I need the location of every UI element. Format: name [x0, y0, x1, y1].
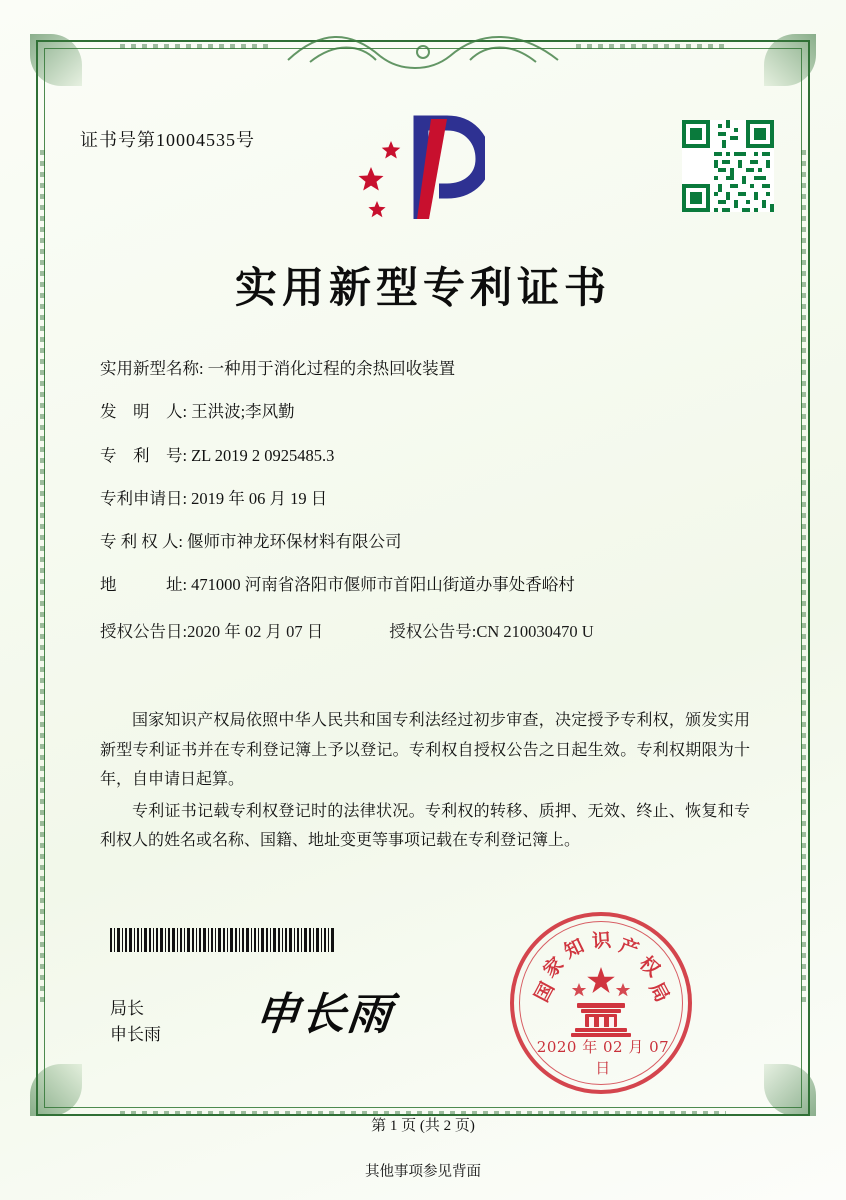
seal-char-6: 局 — [645, 978, 674, 1006]
corner-ornament-bottom-right — [746, 1046, 816, 1116]
grant-date-value: 2020 年 02 月 07 日 — [187, 621, 324, 641]
barcode — [110, 928, 336, 952]
field-value: 王洪波;李风勤 — [191, 402, 295, 422]
top-center-ornament — [280, 30, 566, 64]
field-grant-row — [100, 618, 750, 642]
field-label: 专 利 权 人: — [100, 532, 183, 552]
seal-char-2: 知 — [560, 934, 588, 963]
body-paragraph-2: 专利证书记载专利权登记时的法律状况。专利权的转移、质押、无效、终止、恢复和专利权人的姓名或名称、国籍、地址变更等事项记载在专利登记簿上。 — [100, 802, 750, 850]
field-utility-model-name — [100, 358, 750, 380]
field-inventor — [100, 401, 750, 423]
field-label: 专 利 号: — [100, 445, 188, 465]
field-application-date — [100, 488, 750, 510]
director-title-label: 局长 — [110, 999, 144, 1018]
field-value: ZL 2019 2 0925485.3 — [191, 445, 335, 465]
body-text — [100, 706, 750, 858]
corner-ornament-top-right — [746, 34, 816, 104]
seal-char-3: 识 — [591, 929, 612, 953]
field-label: 发 明 人: — [100, 402, 188, 422]
field-value: 一种用于消化过程的余热回收装置 — [207, 359, 456, 378]
certificate-number: 证书号第10004535号 — [80, 130, 255, 150]
seal-char-4: 产 — [616, 934, 642, 962]
director-name-label: 申长雨 — [110, 1025, 161, 1045]
seal-date: 2020 年 02 月 07 日 — [536, 1038, 670, 1077]
grant-date-label: 授权公告日: — [100, 621, 188, 641]
field-label: 实用新型名称: — [100, 359, 204, 378]
field-address — [100, 574, 750, 596]
page-title: 实用新型专利证书 — [234, 263, 611, 312]
field-list — [100, 358, 750, 663]
grant-number-value: CN 210030470 U — [476, 621, 594, 641]
seal-char-1: 家 — [539, 953, 569, 983]
edge-ornament-top-left — [120, 44, 270, 49]
cnipa-logo-icon — [355, 115, 485, 223]
body-paragraph-1: 国家知识产权局依照中华人民共和国专利法经过初步审查，决定授予专利权，颁发实用新型专利证书并在专利登记簿上予以登记。专利权自授权公告之日起生效。专利权期限为十年，自申请日起算。 — [100, 712, 750, 789]
field-value: 偃师市神龙环保材料有限公司 — [186, 532, 402, 552]
field-patent-number — [100, 445, 750, 467]
qr-code — [682, 120, 774, 212]
signature-block — [110, 996, 161, 1049]
field-value: 471000 河南省洛阳市偃师市首阳山街道办事处香峪村 — [191, 575, 575, 595]
handwritten-signature: 申长雨 — [252, 989, 396, 1040]
field-patentee — [100, 531, 750, 553]
field-label: 专利申请日: — [100, 488, 188, 508]
official-seal — [510, 912, 692, 1094]
footnote: 其他事项参见背面 — [365, 1164, 481, 1180]
corner-ornament-top-left — [30, 34, 100, 104]
grant-number-label: 授权公告号: — [389, 621, 477, 641]
edge-ornament-top-right — [576, 44, 726, 49]
field-value: 2019 年 06 月 19 日 — [191, 488, 328, 508]
seal-char-5: 权 — [635, 952, 664, 982]
corner-ornament-bottom-left — [30, 1046, 100, 1116]
field-label: 地 址: — [100, 575, 188, 595]
page-number: 第 1 页 (共 2 页) — [371, 1118, 475, 1134]
seal-char-0: 国 — [530, 978, 560, 1006]
